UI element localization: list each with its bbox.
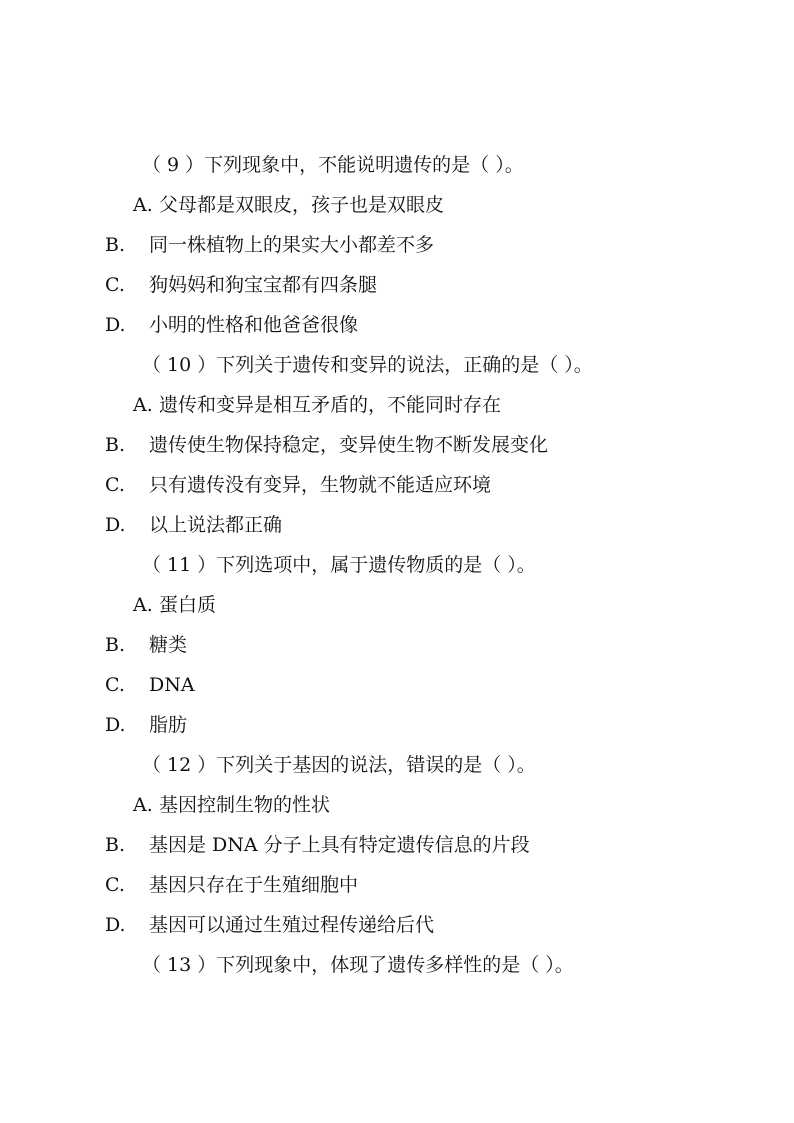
option-letter: A. [133, 594, 153, 616]
question-9-option-c [105, 273, 377, 297]
question-13-stem: （ 13 ）下列现象中，体现了遗传多样性的是（ ）。 [142, 954, 574, 976]
option-letter: B. [105, 834, 126, 856]
question-9-stem: （ 9 ）下列现象中，不能说明遗传的是（ ）。 [142, 154, 524, 176]
question-10-option-d [105, 513, 282, 537]
question-10-option-a [133, 393, 501, 417]
option-letter: C. [105, 274, 125, 296]
question-9-option-a [133, 193, 444, 217]
option-text: 同一株植物上的果实大小都差不多 [149, 234, 435, 256]
question-9-option-d [105, 313, 358, 337]
option-text: 以上说法都正确 [149, 514, 283, 536]
option-text: 基因控制生物的性状 [159, 794, 331, 816]
question-11-option-b [105, 633, 187, 657]
option-text: 遗传使生物保持稳定，变异使生物不断发展变化 [149, 434, 549, 456]
question-10-option-c [105, 473, 491, 497]
option-text: DNA [149, 674, 195, 696]
option-text: 父母都是双眼皮，孩子也是双眼皮 [159, 194, 445, 216]
question-11-option-d [105, 713, 187, 737]
option-text: 狗妈妈和狗宝宝都有四条腿 [149, 274, 378, 296]
question-11-stem: （ 11 ）下列选项中，属于遗传物质的是（ ）。 [142, 554, 536, 576]
option-letter: A. [133, 394, 153, 416]
option-text: 小明的性格和他爸爸很像 [149, 314, 359, 336]
option-text: 蛋白质 [159, 594, 217, 616]
option-text: 基因只存在于生殖细胞中 [149, 874, 359, 896]
option-letter: D. [105, 714, 126, 736]
option-letter: A. [133, 194, 153, 216]
option-letter: C. [105, 474, 125, 496]
question-12-option-c [105, 873, 358, 897]
question-12-stem: （ 12 ）下列关于基因的说法，错误的是（ ）。 [142, 754, 536, 776]
option-letter: D. [105, 514, 126, 536]
question-10-option-b [105, 433, 548, 457]
option-letter: B. [105, 434, 126, 456]
question-12-option-d [105, 913, 434, 937]
option-text: 基因是 DNA 分子上具有特定遗传信息的片段 [149, 834, 530, 856]
option-text: 糖类 [149, 634, 188, 656]
option-text: 只有遗传没有变异，生物就不能适应环境 [149, 474, 492, 496]
option-letter: B. [105, 234, 126, 256]
question-10-stem: （ 10 ）下列关于遗传和变异的说法，正确的是（ ）。 [142, 354, 593, 376]
question-9-option-b [105, 233, 434, 257]
option-text: 基因可以通过生殖过程传递给后代 [149, 914, 435, 936]
option-letter: A. [133, 794, 153, 816]
option-letter: D. [105, 314, 126, 336]
question-11-option-a [133, 593, 216, 617]
option-letter: C. [105, 674, 125, 696]
option-text: 脂肪 [149, 714, 188, 736]
option-text: 遗传和变异是相互矛盾的，不能同时存在 [159, 394, 502, 416]
question-12-option-a [133, 793, 330, 817]
option-letter: C. [105, 874, 125, 896]
option-letter: B. [105, 634, 126, 656]
option-letter: D. [105, 914, 126, 936]
question-12-option-b [105, 833, 530, 857]
question-11-option-c [105, 673, 195, 697]
